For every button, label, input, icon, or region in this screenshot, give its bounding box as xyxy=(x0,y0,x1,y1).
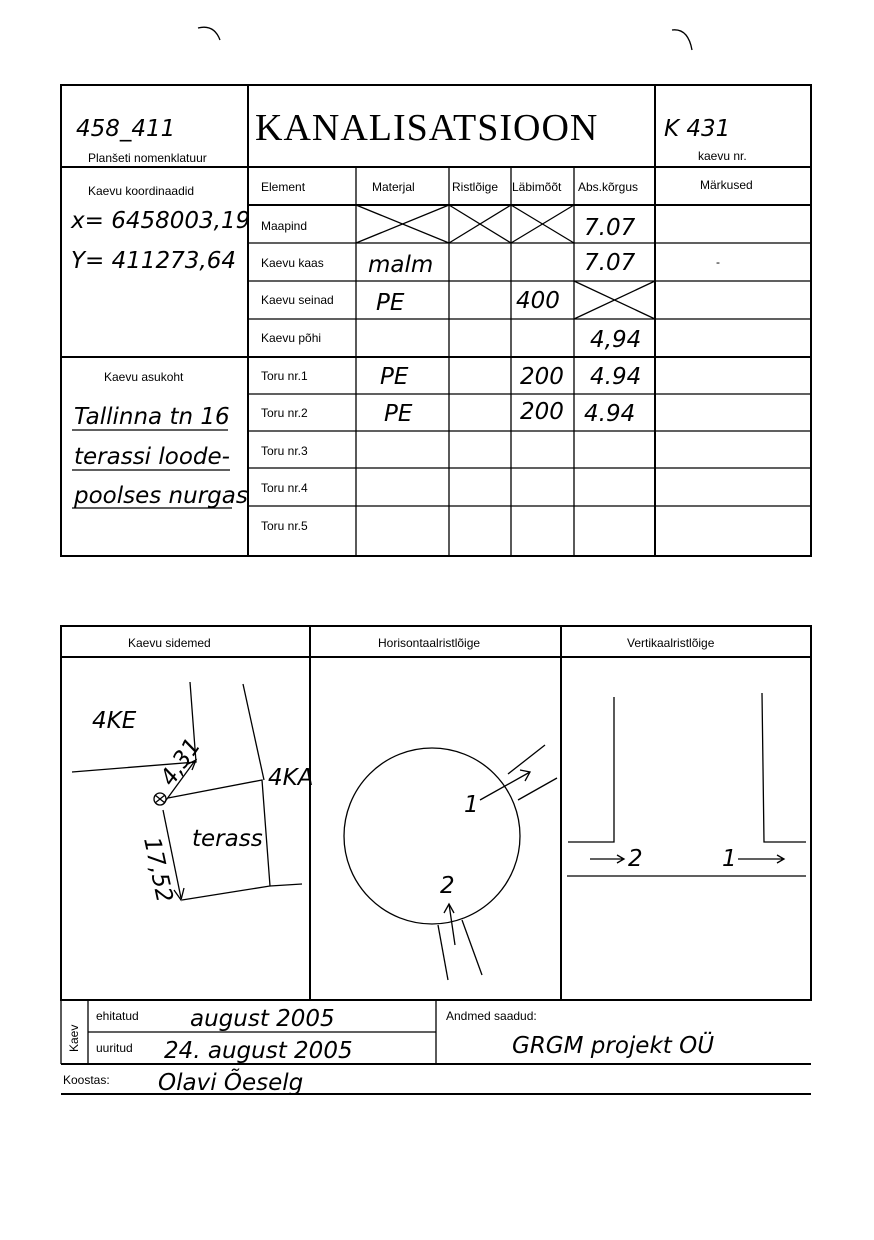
ties-label-4ka: 4KA xyxy=(268,765,314,791)
well-number-label: kaevu nr. xyxy=(698,149,747,163)
row-diameter: 200 xyxy=(520,399,564,425)
surveyed-label: uuritud xyxy=(96,1041,133,1055)
punch-mark-left xyxy=(198,27,220,40)
footer-side-label: Kaev xyxy=(67,1024,81,1052)
vertical-pipe-2: 2 xyxy=(628,846,643,872)
vertical-section-label: Vertikaalristlõige xyxy=(627,636,715,650)
table-row xyxy=(261,519,308,533)
ties-distance-2: 17,52 xyxy=(138,834,178,905)
location-label: Kaevu asukoht xyxy=(104,370,184,384)
row-element: Toru nr.2 xyxy=(261,406,308,420)
col-material: Materjal xyxy=(372,180,415,194)
location-line-2: terassi loode- xyxy=(74,444,230,470)
table-row xyxy=(261,327,641,353)
location-line-1: Tallinna tn 16 xyxy=(74,404,230,430)
row-material: PE xyxy=(384,401,413,427)
coordinate-y: Y= 411273,64 xyxy=(71,248,237,274)
table-header xyxy=(261,178,753,194)
compiled-label: Koostas: xyxy=(63,1073,110,1087)
row-element: Kaevu seinad xyxy=(261,293,334,307)
built-value: august 2005 xyxy=(190,1006,335,1032)
row-elevation: 7.07 xyxy=(584,215,636,241)
data-from-label: Andmed saadud: xyxy=(446,1009,537,1023)
row-element: Maapind xyxy=(261,219,308,233)
ties-label-4ke: 4KE xyxy=(92,708,137,734)
well-number-value: K 431 xyxy=(664,116,731,142)
row-element: Toru nr.4 xyxy=(261,481,308,495)
col-element: Element xyxy=(261,180,306,194)
table-row xyxy=(261,399,635,427)
row-material: malm xyxy=(368,252,434,278)
table-row xyxy=(261,288,560,316)
plan-sheet-value: 458_411 xyxy=(76,116,176,142)
horizontal-pipe-1: 1 xyxy=(464,792,479,818)
surveyed-value: 24. august 2005 xyxy=(164,1038,353,1064)
row-elevation: 4,94 xyxy=(590,327,642,353)
row-element: Toru nr.5 xyxy=(261,519,308,533)
row-note: - xyxy=(716,255,720,269)
coordinates-label: Kaevu koordinaadid xyxy=(88,184,195,198)
row-material: PE xyxy=(376,290,405,316)
row-element: Toru nr.1 xyxy=(261,369,308,383)
row-elevation: 7.07 xyxy=(584,250,636,276)
col-cross-section: Ristlõige xyxy=(452,180,499,194)
location-value xyxy=(72,404,248,509)
location-line-3: poolses nurgas xyxy=(74,483,248,509)
row-element: Kaevu põhi xyxy=(261,331,322,345)
table-row xyxy=(261,444,308,458)
punch-mark-right xyxy=(672,30,692,50)
row-element: Kaevu kaas xyxy=(261,256,324,270)
sketch-frame xyxy=(61,626,811,1000)
row-elevation: 4.94 xyxy=(584,401,636,427)
vertical-section-sketch xyxy=(567,693,806,876)
col-notes: Märkused xyxy=(700,178,753,192)
ties-label-terrace: terass xyxy=(192,826,263,852)
ties-label: Kaevu sidemed xyxy=(128,636,211,650)
horizontal-section-label: Horisontaalristlõige xyxy=(378,636,481,650)
col-elevation: Abs.kõrgus xyxy=(578,180,639,194)
row-elevation: 4.94 xyxy=(590,364,642,390)
compiled-value: Olavi Õeselg xyxy=(158,1070,304,1096)
table-row xyxy=(261,481,308,495)
ties-distance-1: 4,31 xyxy=(155,733,207,791)
table-rows xyxy=(261,215,720,533)
plan-sheet-label: Planšeti nomenklatuur xyxy=(88,151,207,165)
table-row xyxy=(261,215,636,241)
row-element: Toru nr.3 xyxy=(261,444,308,458)
row-diameter: 200 xyxy=(520,364,564,390)
coordinate-x: x= 6458003,19 xyxy=(71,208,251,234)
built-label: ehitatud xyxy=(96,1009,139,1023)
table-row xyxy=(261,250,720,278)
row-diameter: 400 xyxy=(516,288,560,314)
form-title: KANALISATSIOON xyxy=(255,107,599,149)
table-row xyxy=(261,364,641,390)
row-material: PE xyxy=(380,364,409,390)
horizontal-pipe-2: 2 xyxy=(440,873,455,899)
horizontal-section-sketch xyxy=(344,745,557,980)
vertical-pipe-1: 1 xyxy=(722,846,737,872)
col-diameter: Läbimõõt xyxy=(512,180,562,194)
data-from-value: GRGM projekt OÜ xyxy=(512,1033,715,1059)
